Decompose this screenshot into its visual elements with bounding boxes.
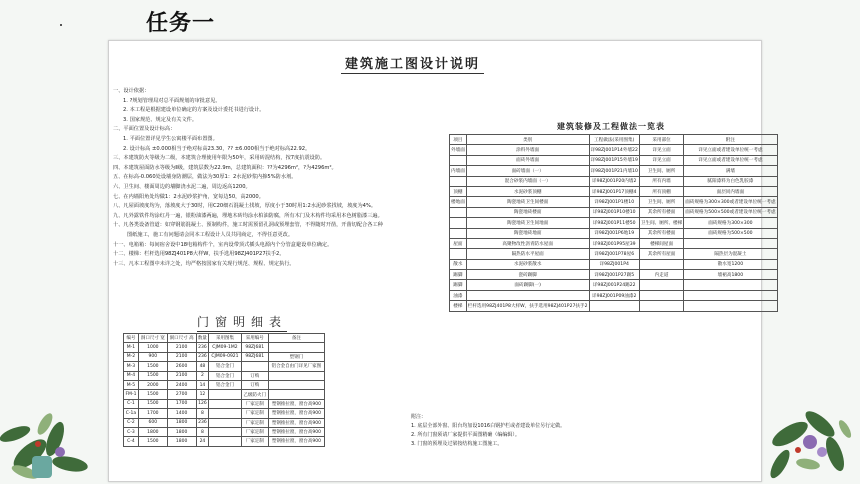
table-cell: 8 [196,427,209,436]
table-cell: C-4 [124,437,139,446]
table-cell: 1000 [138,343,167,352]
table-cell: 2100 [167,352,196,361]
table-cell: 满墙 [684,166,777,176]
table-cell: 楼梯 [450,301,467,311]
table-cell [241,362,268,371]
table-cell: 126 [196,399,209,408]
table-cell: M-5 [124,380,139,389]
table-cell: 2400 [167,380,196,389]
table-cell: 乙级防火门 [241,390,268,399]
table-cell: 陶瓷地砖卫生间楼面 [466,197,589,207]
table-cell: 瓷砖踢脚 [466,270,589,280]
table-cell: 铝合金自由门详见厂家图 [268,362,324,371]
table-cell: 详98ZJ001P24踢22 [589,280,639,290]
table-cell: 屋面 [450,238,467,248]
table-cell [450,249,467,259]
table-cell: 面砖规格为500×500 [684,228,777,238]
drawing-sheet [108,40,776,482]
table-cell: 详见立面或者建设单位统一考虑 [684,155,777,165]
table-cell: 1500 [138,390,167,399]
column-header: 数量 [196,334,209,343]
note-line: 图纸施工，施工有问题请会同本工程设计人员共同商定，不得任意更改。 [127,231,294,238]
table-row [450,259,778,269]
note-line: 八、凡屋面坡度均为，落坡度大于30时，用C20细石混凝土找坡，厚度小于30时用1:2水泥砂浆找坡，坡度为4%。 [113,203,377,210]
table-cell [466,290,589,300]
table-row [450,218,778,228]
note-line: 七、在内墙阳角处均做1：2水泥砂浆护角，宽每边50，高2000。 [113,193,264,200]
table-cell [684,301,777,311]
table-cell: 栏杆选用98ZJ401P8大样W，扶手选用98ZJ401P27扶手2 [466,301,589,311]
table-row [124,362,325,371]
table-cell: 铝合金门 [209,371,241,380]
table-cell: 高聚物改性沥青防水屋面 [466,238,589,248]
table-row [450,197,778,207]
note-line: 六、卫生间、楼面周边的墙脚浇水泥二遍，周边返高1200。 [113,183,251,190]
table-row [124,418,325,427]
table-cell [450,155,467,165]
table-cell: 98ZJ681 [241,352,268,361]
table-cell [450,207,467,217]
table-cell: 面砖规格为300×300 [684,218,777,228]
table-cell: 楼地面 [450,197,467,207]
wreath-left-decoration [0,384,100,484]
table-cell: 1800 [167,427,196,436]
table-row [124,409,325,418]
table-cell: 详98ZJ001P95屋39 [589,238,639,248]
note-line: 十、凡各类设备管道：如穿钢筋混凝土、预制构件，施工时需预留孔洞或预埋套管，不得随时开凿，开凿切配合各工种 [113,222,383,229]
table-cell: 236 [196,418,209,427]
column-header: 采用图集 [209,334,241,343]
table-cell: 详见立面 [639,155,683,165]
note-line: 一、设计依据： [113,88,150,94]
table-cell [639,290,683,300]
table-row [450,228,778,238]
table-cell: 厂家定制 [241,418,268,427]
table-row [450,166,778,176]
table-cell: 塑钢门 [268,352,324,361]
table-cell: 混合砂浆内墙面（一） [466,176,589,186]
table-cell: 其余所有屋面 [639,249,683,259]
column-header: 工程做法(采用图集) [589,135,639,145]
table-cell: 踢脚 [450,270,467,280]
table-cell: 腻阳漆料为白色乳胶漆 [684,176,777,186]
table-row [124,427,325,436]
table-cell [684,280,777,290]
table-cell: 1500 [138,362,167,371]
table-cell: 内走道 [639,270,683,280]
table-cell: 详见立面或者建设单位统一考虑 [684,145,777,155]
column-header: 附注 [684,135,777,145]
note-line: 3. 国家规范、规定及有关文件。 [123,116,198,123]
table-cell: 外墙面 [450,145,467,155]
table-cell: 1700 [167,399,196,408]
table-cell: C-2 [124,418,139,427]
table-cell: 订购 [241,380,268,389]
table-cell: 1500 [138,399,167,408]
table-cell: 1800 [167,437,196,446]
table-cell [209,418,241,427]
note-line: 二、平面位置及设计标高： [113,126,176,133]
table-cell: 所有顶棚 [639,186,683,196]
column-header: 备注 [268,334,324,343]
note-line: 2. 设计标高 ±0.000相当于绝对标高23.30，?? ±6.000相当于绝对标高22.92。 [123,145,311,152]
dot-mark [60,24,62,26]
column-header: 洞口尺寸 宽 [138,334,167,343]
table-cell: 卫生间、厕所、楼梯 [639,218,683,228]
table-cell [268,371,324,380]
footnote-line: 附注： [411,414,427,420]
table-cell: 详98ZJ001P10楼10 [589,207,639,217]
table-cell: 详98ZJ001P09油漆2 [589,290,639,300]
table-row [450,270,778,280]
table-cell [639,259,683,269]
table-cell [209,437,241,446]
table-cell [209,390,241,399]
door-schedule-title: 门窗明细表 [197,313,287,332]
note-line: 1. ?规划管理局对总平面规划的审批意见。 [123,97,221,104]
table-row [450,145,778,155]
table-row [450,207,778,217]
table-cell: 24 [196,437,209,446]
table-cell: 2700 [167,390,196,399]
table-cell: C-1 [124,399,139,408]
table-cell: 详98ZJ001P27踢5 [589,270,639,280]
table-cell: 详见立面 [639,145,683,155]
table-cell: 8 [196,409,209,418]
wreath-right-decoration [760,394,860,484]
table-cell: 1400 [167,409,196,418]
column-header: 项目 [450,135,467,145]
table-cell: 隔热防水平屋面 [466,249,589,259]
table-cell: 楼梯间屋面 [639,238,683,248]
table-cell: 水泥砂浆顶棚 [466,186,589,196]
table-cell: 详98ZJ001P11楼50 [589,218,639,228]
table-cell: 详98ZJ001P4 [589,259,639,269]
table-cell: 厂家定制 [241,427,268,436]
table-cell [209,427,241,436]
table-row [124,352,325,361]
document-title: 建筑施工图设计说明 [341,53,484,74]
footnote-line: 1. 底层全部外窗、阳台均加设1016白钢护栏或者建设单位另行定做。 [411,423,566,429]
note-line: 三、本建筑防火等级为二级，本建筑合理使用年限为50年，采用砖混结构，按7度抗震设防。 [113,155,326,162]
table-cell: 塑钢推拉窗，窗台高900 [268,418,324,427]
table-cell: 1500 [138,371,167,380]
finish-schedule-title: 建筑装修及工程做法一览表 [557,122,665,131]
table-cell: 隔热层为混凝土 [684,249,777,259]
table-cell: CJM09-1M2 [209,343,241,352]
table-cell: 2000 [138,380,167,389]
table-row [450,176,778,186]
table-cell: 厂家定制 [241,409,268,418]
table-cell: 内墙面 [450,166,467,176]
table-cell [639,301,683,311]
table-cell: 48 [196,362,209,371]
note-line: 五、在标高-0.060处设墙身防潮层，做法为30厚1：2水泥砂浆内掺5%防水剂。 [113,174,297,181]
table-row [450,301,778,311]
table-cell: 散水 [450,259,467,269]
table-cell: 水泥砂浆散水 [466,259,589,269]
table-cell: 详98ZJ001P21内墙10 [589,166,639,176]
note-line: 十二、楼梯：栏杆选用98ZJ401P8大样W，扶手选用98ZJ401P27扶手2。 [113,251,285,258]
table-cell: 散水宽1200 [684,259,777,269]
table-cell: 1800 [167,418,196,427]
table-cell: 900 [138,352,167,361]
table-cell: 铝合金门 [209,362,241,371]
table-cell [268,390,324,399]
table-cell: 陶瓷地砖楼面 [466,207,589,217]
table-cell: 塑钢推拉窗，窗台高900 [268,427,324,436]
table-row [124,399,325,408]
note-line: 四、本建筑屋面防水等级为Ⅱ级，建筑层数为22.9m，总建筑面积：??为4296m²，?为4296m²。 [113,164,337,171]
note-line: 2. 本工程是根据建设单位确定的方案及设计委托书进行设计。 [123,107,265,114]
table-cell: 卫生间、厕所 [639,166,683,176]
table-cell: M-3 [124,362,139,371]
table-cell: 详98ZJ001P78屋6 [589,249,639,259]
table-row [124,371,325,380]
table-cell: 顶棚 [450,186,467,196]
table-cell: 铝合金门 [209,380,241,389]
table-row [450,280,778,290]
table-cell: 236 [196,352,209,361]
table-cell: 卫生间、厕所 [639,197,683,207]
table-cell [450,176,467,186]
table-row [450,186,778,196]
table-cell: 2600 [167,362,196,371]
column-header: 编号 [124,334,139,343]
table-cell: C-3 [124,427,139,436]
note-line: 十三、凡本工程图中未详之处，均严格按国家有关现行规范、规程、规定执行。 [113,260,295,267]
finish-schedule-table [449,134,778,312]
table-cell [268,380,324,389]
table-cell [639,280,683,290]
table-cell: M-1 [124,343,139,352]
table-cell [450,228,467,238]
table-row [124,380,325,389]
table-row [450,249,778,259]
table-cell: C-1a [124,409,139,418]
table-cell: 详98ZJ001P15外墙19 [589,155,639,165]
table-cell: 1700 [138,409,167,418]
table-cell: 12 [196,390,209,399]
table-row [124,343,325,352]
table-cell: 详98ZJ001P20内墙2 [589,176,639,186]
footnote-line: 2. 所有门窗须请厂家提供平面图精确（编编辑）。 [411,432,520,438]
footnote-line: 3. 门窗的预埋及过梁按结构施工图施工。 [411,441,503,447]
table-cell: 面砖踢脚(一) [466,280,589,290]
table-row [450,238,778,248]
column-header: 类别 [466,135,589,145]
table-cell: 面砖规格为500×500或者建设单位统一考虑 [684,207,777,217]
table-row [124,437,325,446]
note-line: 1. 平面位置详见学生公寓楼平面布置图。 [123,135,218,142]
table-cell: 1500 [138,437,167,446]
table-cell: M-2 [124,352,139,361]
column-header: 采用编号 [241,334,268,343]
table-cell: 详98ZJ001P6地19 [589,228,639,238]
table-cell: 98ZJ681 [241,343,268,352]
table-cell [684,290,777,300]
table-cell: 其余所有楼面 [639,207,683,217]
table-cell [450,218,467,228]
table-cell: FM-1 [124,390,139,399]
note-line: 九、凡外露铁件均涂红丹一遍，银粉油漆两遍，埋地木砖均涂水柏油防腐，所有木门及木构件均采用本色树脂漆三遍。 [113,212,383,219]
table-cell: 1800 [138,427,167,436]
table-cell [268,343,324,352]
table-cell: 详98ZJ001P14外墙22 [589,145,639,155]
table-row [124,390,325,399]
finish-footnotes [411,413,565,449]
table-cell [684,238,777,248]
table-cell: 面砖外墙面 [466,155,589,165]
table-cell: 陶瓷地砖地面 [466,228,589,238]
table-cell: 236 [196,343,209,352]
table-cell: 涂料外墙面 [466,145,589,155]
table-cell [209,409,241,418]
table-cell: 2 [196,371,209,380]
table-cell: 其余所有楼面 [639,228,683,238]
table-cell: 厂家定制 [241,437,268,446]
table-cell [209,399,241,408]
table-cell: 塑钢推拉窗，窗台高900 [268,437,324,446]
table-cell: 塑钢推拉窗，窗台高900 [268,399,324,408]
table-cell: M-4 [124,371,139,380]
table-cell: 塑钢推拉窗，窗台高900 [268,409,324,418]
table-cell: 2100 [167,343,196,352]
table-cell: 陶瓷地砖卫生间地面 [466,218,589,228]
door-schedule-table [123,333,325,447]
table-cell: 面层同内墙面 [684,186,777,196]
table-cell: 面砖规格为300×300或者建设单位统一考虑 [684,197,777,207]
slide-title: 任务一 [146,11,216,36]
table-cell: 墙裙高1800 [684,270,777,280]
table-cell: 面砖墙面（一） [466,166,589,176]
column-header: 采用部位 [639,135,683,145]
table-cell: 厂家定制 [241,399,268,408]
table-cell [589,301,639,311]
table-cell: 600 [138,418,167,427]
table-cell: 详98ZJ001P1楼10 [589,197,639,207]
note-line: 十一、电箱箱：每间宿舍设中18电箱构件个，室内设带顶式插头电源内个分管盒避设单位确定。 [113,241,333,248]
table-cell: 所有内墙 [639,176,683,186]
column-header: 洞口尺寸 高 [167,334,196,343]
table-cell: 订购 [241,371,268,380]
table-cell: 详98ZJ001P17顶棚4 [589,186,639,196]
table-row [450,290,778,300]
table-row [450,155,778,165]
table-cell: 踢脚 [450,280,467,290]
table-cell: 油漆 [450,290,467,300]
table-cell: 14 [196,380,209,389]
table-cell: CJM09-0921 [209,352,241,361]
table-cell: 2100 [167,371,196,380]
